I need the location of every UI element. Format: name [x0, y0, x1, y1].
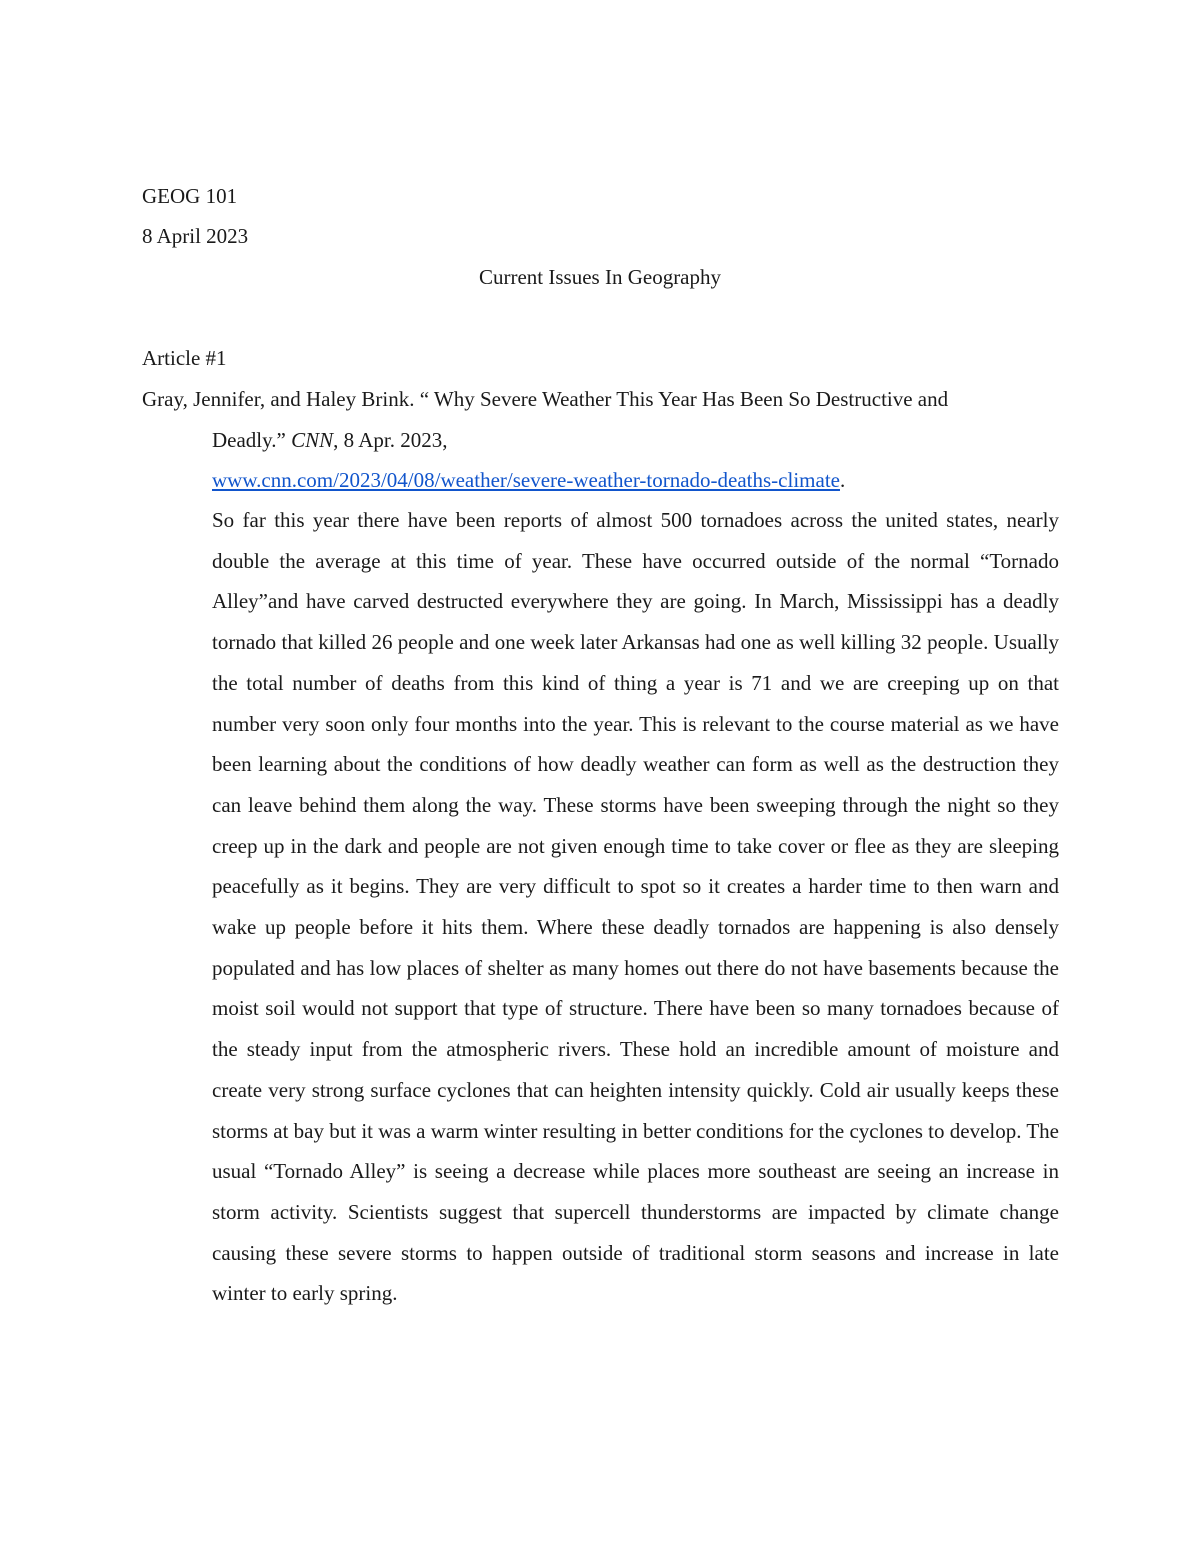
citation-source-details: , 8 Apr. 2023,: [333, 427, 448, 452]
citation-line-3: [142, 460, 1060, 501]
citation-title-end: Deadly.”: [212, 427, 292, 452]
course-code: GEOG 101: [142, 184, 238, 208]
article-label: Article #1: [142, 346, 227, 370]
citation-line-1: Gray, Jennifer, and Haley Brink. “ Why Severe Weather This Year Has Been So Destructive and: [142, 387, 949, 411]
citation-line-2: [142, 420, 1060, 461]
page-title: Current Issues In Geography: [478, 265, 722, 289]
citation-source: CNN: [291, 427, 334, 452]
article-summary: So far this year there have been reports of almost 500 tornadoes across the united states, nearly double the average at this time of year. These have occurred outside of the normal “Tornado Alley”and have carved destructed everywhere they are going. In March, Mississippi has a deadly tornado that killed 26 people and one week later Arkansas had one as well killing 32 people. Usually the total number of deaths from this kind of thing a year is 71 and we are creeping up on that number very soon only four months into the year. This is relevant to the course material as we have been learning about the conditions of how deadly weather can form as well as the destruction they can leave behind them along the way. These storms have been sweeping through the night so they creep up in the dark and people are not given enough time to take cover or flee as they are sleeping peacefully as it begins. They are very difficult to spot so it creates a harder time to then warn and wake up people before it hits them. Where these deadly tornados are happening is also densely populated and has low places of shelter as many homes out there do not have basements because the moist soil would not support that type of structure. There have been so many tornadoes because of the steady input from the atmospheric rivers. These hold an incredible amount of moisture and create very strong surface cyclones that can heighten intensity quickly. Cold air usually keeps these storms at bay but it was a warm winter resulting in better conditions for the cyclones to develop. The usual “Tornado Alley” is seeing a decrease while places more southeast are seeing an increase in storm activity. Scientists suggest that supercell thunderstorms are impacted by climate change causing these severe storms to happen outside of traditional storm seasons and increase in late winter to early spring.: [212, 508, 1059, 1306]
article-citation: [142, 379, 1060, 501]
document-date: 8 April 2023: [142, 224, 249, 248]
citation-url-trailing: .: [839, 468, 846, 493]
citation-url-link[interactable]: www.cnn.com/2023/04/08/weather/severe-weather-tornado-deaths-climate: [212, 468, 840, 493]
